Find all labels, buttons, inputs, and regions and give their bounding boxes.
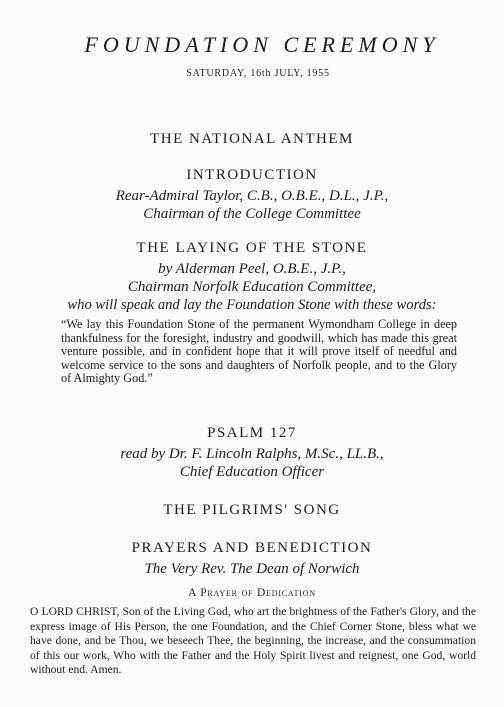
introduction-speaker: Rear-Admiral Taylor, C.B., O.B.E., D.L., J.P., bbox=[115, 188, 389, 204]
psalm-reader: read by Dr. F. Lincoln Ralphs, M.Sc., LL.B., bbox=[120, 446, 384, 462]
introduction-heading: INTRODUCTION bbox=[186, 167, 318, 183]
psalm-reader-role: Chief Education Officer bbox=[179, 464, 325, 480]
page-title: FOUNDATION CEREMONY bbox=[84, 32, 440, 57]
stone-role: Chairman Norfolk Education Committee, bbox=[127, 279, 377, 295]
prayers-heading: PRAYERS AND BENEDICTION bbox=[131, 540, 373, 556]
pilgrims-song-heading: THE PILGRIMS' SONG bbox=[163, 502, 341, 518]
dedication-heading: A Prayer of Dedication bbox=[188, 587, 316, 599]
psalm-heading: PSALM 127 bbox=[207, 425, 297, 441]
introduction-role: Chairman of the College Committee bbox=[143, 206, 361, 222]
prayers-officiant: The Very Rev. The Dean of Norwich bbox=[144, 561, 360, 577]
national-anthem-heading: THE NATIONAL ANTHEM bbox=[150, 131, 354, 147]
dedication-prayer-text: O LORD CHRIST, Son of the Living God, who art the brightness of the Father's Glory, and the express image of His Person, the one Foundation, and the Chief Corner Stone, bless what we have done, and be Thou, we beseech Thee, the beginning, the increase, and the consummation of this our work, Who with the Father and the Holy Spirit livest and reignest, one God, world without end. Amen. bbox=[30, 605, 476, 677]
stone-instruction: who will speak and lay the Foundation Stone with these words: bbox=[67, 297, 437, 313]
stone-speaker: by Alderman Peel, O.B.E., J.P., bbox=[158, 261, 346, 277]
stone-heading: THE LAYING OF THE STONE bbox=[136, 240, 368, 256]
ceremony-date: SATURDAY, 16th JULY, 1955 bbox=[186, 68, 330, 79]
stone-dedication-quote: “We lay this Foundation Stone of the permanent Wymondham College in deep thankfulness for the foresight, industry and goodwill, which has made this great venture possible, and in confident hope that it will prove itself of needful and welcome service to the sons and daughters of Norfolk people, and to the Glory of Almighty God.” bbox=[61, 317, 457, 386]
